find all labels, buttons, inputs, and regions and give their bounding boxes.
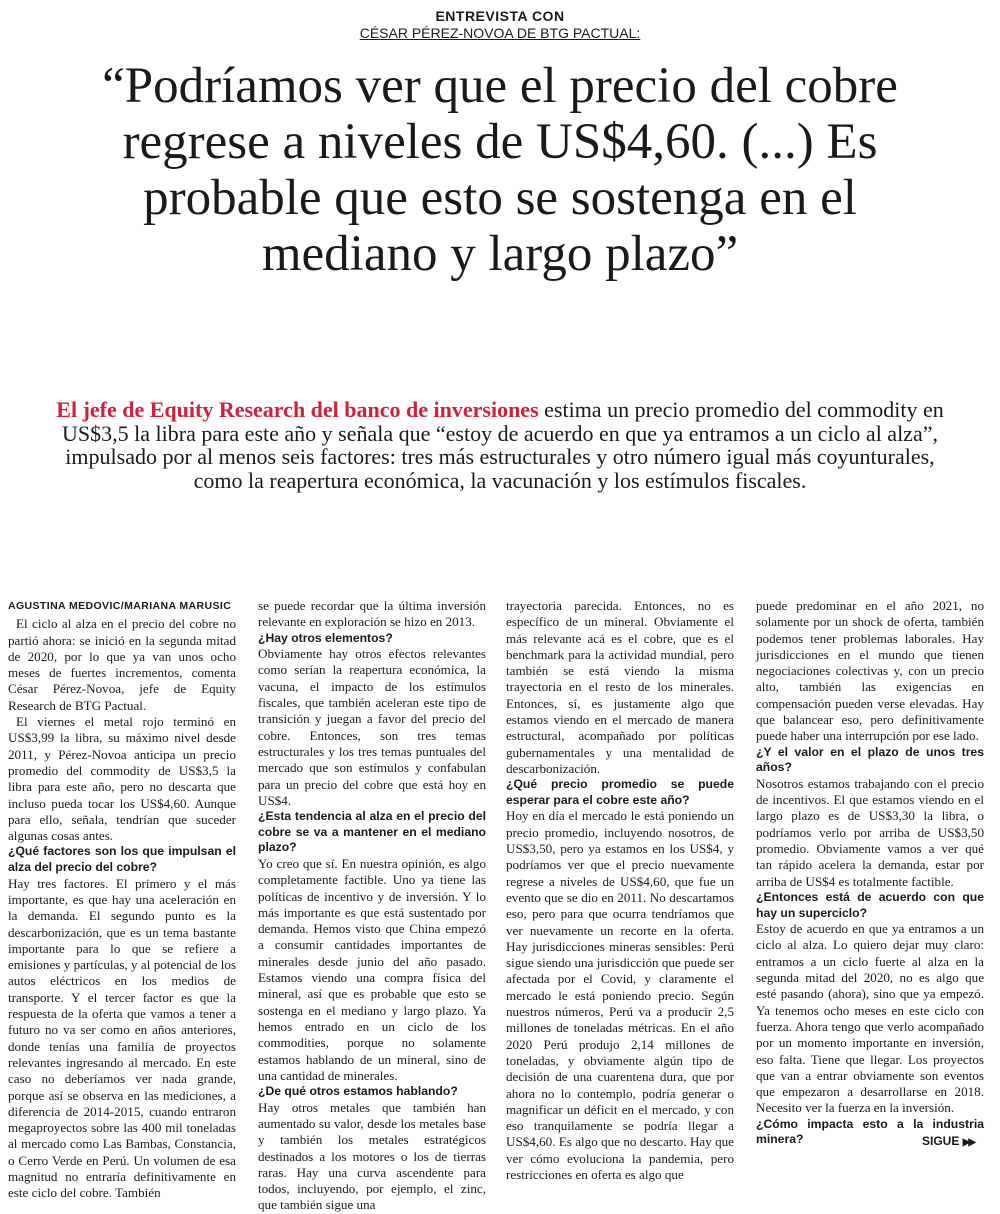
question: ¿De qué otros estamos hablando? (258, 1084, 458, 1099)
answer-paragraph: Estoy de acuerdo en que ya entramos a un ciclo al alza. Lo quiero dejar muy claro: entramos a un ciclo fuerte al alza en la segunda mitad del 2020, no es algo que esté pasando (ahora), sino que ya empezó. Ya tenemos ocho meses en este ciclo con fuerza. Ahora tengo que verlo acompañado por un momento importante en inversión, eso falta. Tiene que llegar. Los proyectos que van a entrar obviamente son eventos que empezaron a desarrollarse en 2018. Necesito ver la fuerza en la inversión. (756, 921, 984, 1116)
body-paragraph: El ciclo al alza en el precio del cobre no partió ahora: se inició en la segunda mitad de 2020, por lo que ya van unos ocho meses de fuertes incrementos, comenta César Pérez-Novoa, jefe de Equity Research de BTG Pactual. (8, 616, 236, 713)
double-arrow-icon: ▶▶ (962, 1137, 975, 1148)
body-column-3 (506, 598, 734, 1183)
question: ¿Entonces está de acuerdo con que hay un superciclo? (756, 889, 984, 920)
kicker-block (0, 8, 1000, 42)
body-column-2 (258, 598, 486, 1214)
question: ¿Hay otros elementos? (258, 630, 393, 645)
question: ¿Esta tendencia al alza en el precio del cobre se va a mantener en el mediano plazo? (258, 809, 486, 855)
continue-label: SIGUE (922, 1134, 960, 1148)
byline: AGUSTINA MEDOVIC/MARIANA MARUSIC (8, 600, 232, 612)
answer-paragraph: Hay tres factores. El primero y el más importante, es que hay una aceleración en la demanda. El segundo punto es la descarbonización, que es un tema bastante importante para lo que se refiere a emisiones y partículas, y al potencial de los autos eléctricos en los medios de transporte. Y el tercer factor es que la respuesta de la oferta que vamos a tener a futuro no va ser como en años anteriores, donde tenías una familia de proyectos relevantes ingresando al mercado. En este caso no deberíamos ver nada grande, porque así se observa en las mediciones, a diferencia de 2014-2015, cuando entraron megaproyectos sobre las 400 mil toneladas al mercado como Las Bambas, Constancia, o Cerro Verde en Perú. Un volumen de esa magnitud no entraría definitivamente en este ciclo del cobre. También (8, 875, 236, 1201)
answer-paragraph: Obviamente hay otros efectos relevantes como serían la reapertura económica, la vacuna, el impacto de los estímulos fiscales, que también aceleran este tipo de transición y juegan a favor del precio del cobre. Entonces, son tres temas estructurales y los tres temas puntuales del mercado que son estímulos y confabulan para un precio del cobre que está hoy en US$4. (258, 646, 486, 808)
continue-marker (922, 1134, 974, 1148)
answer-paragraph: Hay otros metales que también han aumentado su valor, desde los metales base y también los metales estratégicos destinados a los motores o los de tierras raras. Hay una curva ascendente para todos, incluyendo, por ejemplo, el zinc, que también sigue una (258, 1099, 486, 1213)
body-paragraph: El viernes el metal rojo terminó en US$3,99 la libra, su máximo nivel desde 2011, y Pérez-Novoa anticipa un precio promedio del commodity de US$3,5 la libra para este año, pero no descarta que incluso pueda tocar los US$4,60. Aunque para ello, señala, tendrían que suceder algunas cosas antes. (8, 714, 236, 844)
answer-paragraph: Nosotros estamos trabajando con el precio de incentivos. El que estamos viendo en el largo plazo es de US$3,30 la libra, o podríamos verlo por arriba de US$3,50 promedio. Obviamente vamos a ver qué tan rápido acelera la demanda, estar por arriba de US$4 es totalmente factible. (756, 775, 984, 889)
answer-paragraph: Yo creo que sí. En nuestra opinión, es algo completamente factible. Uno ya tiene las políticas de incentivo y de inversión. Y lo más importante es que está sustentado por demanda. Hemos visto que China empezó a consumir cantidades importantes de minerales desde junio del año pasado. Estamos viendo una compra física del mineral, así que es probable que esto se sostenga en el mediano y largo plazo. Ya hemos entrado en un ciclo de los commodities, porque no solamente estamos hablando de un mineral, sino de una cantidad de minerales. (258, 855, 486, 1083)
answer-paragraph: se puede recordar que la última inversión relevante en exploración se hizo en 2013. (258, 598, 486, 630)
headline: “Podríamos ver que el precio del cobre regrese a niveles de US$4,60. (...) Es probable que esto se sostenga en el mediano y largo plazo” (102, 58, 898, 282)
section-kicker: ENTREVISTA CON (435, 8, 565, 24)
dek-lead: El jefe de Equity Research del banco de inversiones (56, 397, 539, 422)
interviewee-kicker: CÉSAR PÉREZ-NOVOA DE BTG PACTUAL: (359, 25, 641, 41)
body-column-4 (756, 598, 984, 1148)
question: ¿Qué factores son los que impulsan el alza del precio del cobre? (8, 844, 236, 875)
body-column-1 (8, 598, 236, 1202)
dek-text: estima un precio promedio del commodity en US$3,5 la libra para este año y señala que “estoy de acuerdo en que ya entramos a un ciclo al alza”, impulsado por al menos seis factores: tres más estructurales y otro número igual más coyunturales, como la reapertura económica, la vacunación y los estímulos fiscales. (62, 397, 944, 493)
answer-paragraph: puede predominar en el año 2021, no solamente por un shock de oferta, también podemos tener problemas laborales. Hay jurisdicciones en el mundo que tienen negociaciones colectivas y, con un precio alto, también las exigencias en compensación pueden verse elevadas. Hay que balancear eso, pero definitivamente puede haber una interrupción por ese lado. (756, 598, 984, 744)
question: ¿Cómo impacta esto a la industria minera? (756, 1116, 984, 1147)
answer-paragraph: trayectoria parecida. Entonces, no es específico de un mineral. Obviamente el más relevante acá es el cobre, que es el benchmark para la actividad mundial, pero también se está viendo la misma trayectoria en el resto de los minerales. Entonces, sí, es justamente algo que estamos viendo en el mercado de manera estructural, acompañado por políticas gubernamentales y una mentalidad de descarbonización. (506, 598, 734, 776)
dek (55, 398, 945, 492)
answer-paragraph: Hoy en día el mercado le está poniendo un precio promedio, incluyendo nosotros, de US$3,50, pero ya estamos en los US$4, y podríamos ver que el precio nuevamente regrese a niveles de US$4,60, que fue un evento que se dio en 2011. No descartamos eso, pero para que ocurra tendríamos que ver nuevamente un recorte en la oferta. Hay jurisdicciones mineras sensibles: Perú sigue siendo una jurisdicción que puede ser afectada por el Covid, y claramente el mercado le está poniendo precio. Según nuestros números, Perú va a producir 2,5 millones de toneladas métricas. En el año 2020 Perú produjo 2,14 millones de toneladas, y obviamente algún tipo de decisión de una cuarentena dura, que por ahora no lo contemplo, podría generar o magnificar un déficit en el mercado, y con eso tranquilamente se podría llegar a US$4,60. Es algo que no descarto. Hay que ver cómo evoluciona la pandemia, pero restricciones en oferta es algo que (506, 808, 734, 1182)
question: ¿Qué precio promedio se puede esperar para el cobre este año? (506, 777, 734, 807)
question: ¿Y el valor en el plazo de unos tres años? (756, 744, 984, 775)
